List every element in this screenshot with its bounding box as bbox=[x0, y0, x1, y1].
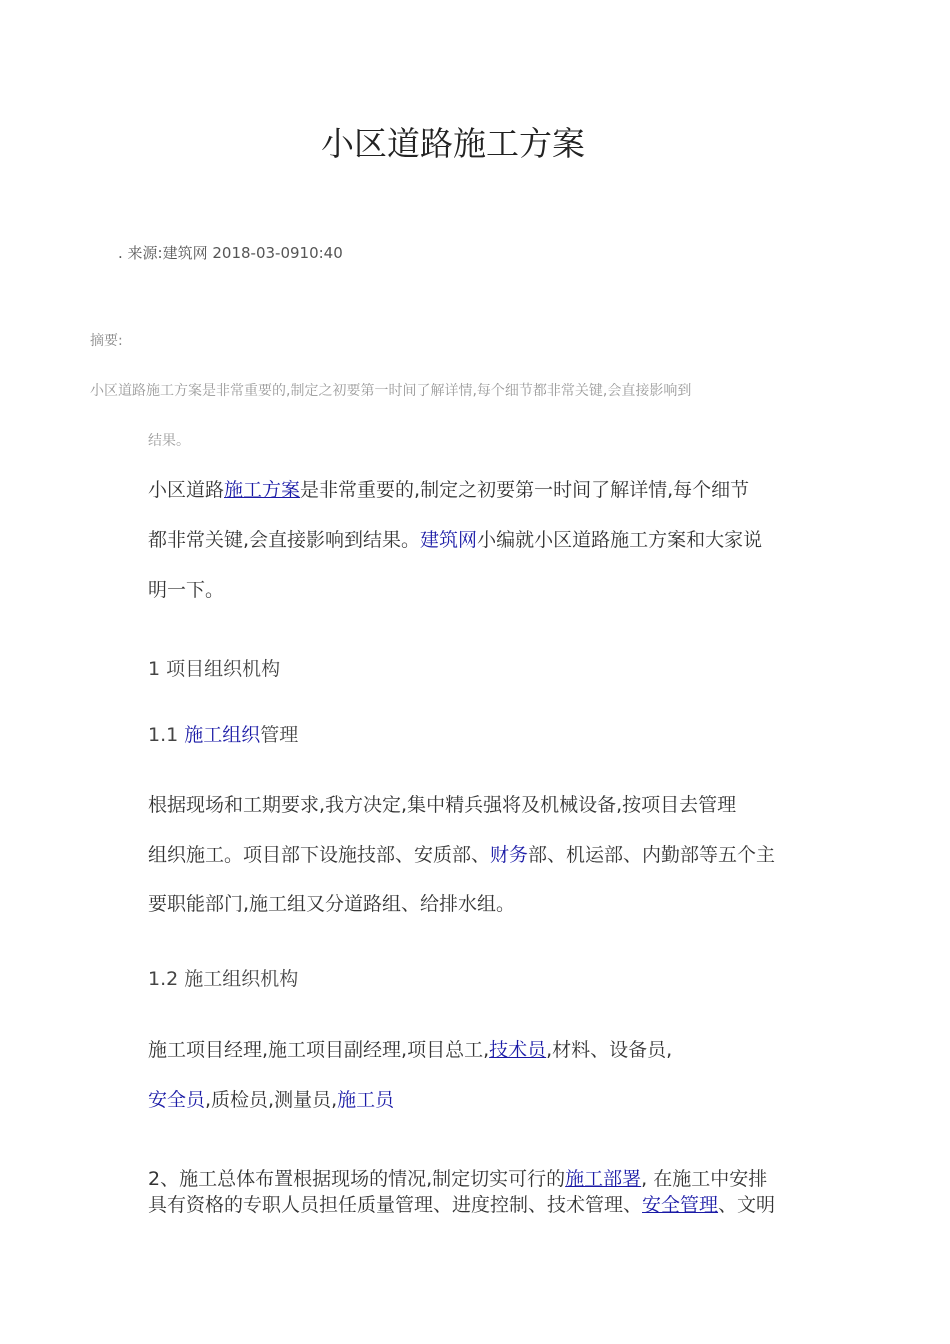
link-finance[interactable]: 财务 bbox=[490, 844, 529, 866]
para3-line-2 bbox=[148, 1190, 775, 1217]
text: 是非常重要的,制定之初要第一时间了解详情,每个细节 bbox=[300, 479, 750, 501]
text: 小区道路 bbox=[148, 479, 225, 501]
para1-line-2 bbox=[148, 840, 775, 867]
section-heading-1-2: 1.2 施工组织机构 bbox=[148, 968, 299, 990]
text: 、文明 bbox=[718, 1194, 776, 1216]
para2-line-2 bbox=[148, 1085, 394, 1112]
text: 小编就小区道路施工方案和大家说 bbox=[477, 529, 763, 551]
link-construction-deployment[interactable]: 施工部署 bbox=[565, 1168, 642, 1190]
text: , 在施工中安排 bbox=[641, 1168, 768, 1190]
para1-line-1: 根据现场和工期要求,我方决定,集中精兵强将及机械设备,按项目去管理 bbox=[148, 794, 737, 816]
text: 2、施工总体布置根据现场的情况,制定切实可行的 bbox=[148, 1168, 566, 1190]
section-heading-1: 1 项目组织机构 bbox=[148, 658, 281, 680]
link-safety-officer[interactable]: 安全员 bbox=[148, 1089, 206, 1111]
para2-line-1 bbox=[148, 1035, 672, 1062]
page-title: 小区道路施工方案 bbox=[321, 124, 585, 163]
link-safety-management[interactable]: 安全管理 bbox=[642, 1194, 719, 1216]
text: 组织施工。项目部下设施技部、安质部、 bbox=[148, 844, 491, 866]
summary-text-cont: 结果。 bbox=[148, 433, 190, 449]
link-jianzhuwang[interactable]: 建筑网 bbox=[420, 529, 478, 551]
text: 施工项目经理,施工项目副经理,项目总工, bbox=[148, 1039, 490, 1061]
source-line: . 来源:建筑网 2018-03-0910:40 bbox=[118, 244, 343, 262]
text: 1.1 bbox=[148, 724, 185, 746]
link-construction-organization[interactable]: 施工组织 bbox=[184, 724, 261, 746]
link-technician[interactable]: 技术员 bbox=[489, 1039, 547, 1061]
summary-label: 摘要: bbox=[90, 333, 123, 349]
text: ,材料、设备员, bbox=[546, 1039, 673, 1061]
intro-line-2 bbox=[148, 525, 762, 552]
summary-text: 小区道路施工方案是非常重要的,制定之初要第一时间了解详情,每个细节都非常关键,会直接影响到 bbox=[90, 383, 692, 399]
text: 都非常关键,会直接影响到结果。 bbox=[148, 529, 421, 551]
intro-line-3: 明一下。 bbox=[148, 579, 225, 601]
text: ,质检员,测量员, bbox=[205, 1089, 338, 1111]
text: 管理 bbox=[260, 724, 299, 746]
text: 具有资格的专职人员担任质量管理、进度控制、技术管理、 bbox=[148, 1194, 643, 1216]
para1-line-3: 要职能部门,施工组又分道路组、给排水组。 bbox=[148, 893, 516, 915]
link-construction-worker[interactable]: 施工员 bbox=[337, 1089, 395, 1111]
section-heading-1-1 bbox=[148, 720, 298, 747]
para3-line-1 bbox=[148, 1164, 767, 1191]
intro-line-1 bbox=[148, 475, 749, 502]
text: 部、机运部、内勤部等五个主 bbox=[528, 844, 776, 866]
link-construction-plan[interactable]: 施工方案 bbox=[224, 479, 301, 501]
